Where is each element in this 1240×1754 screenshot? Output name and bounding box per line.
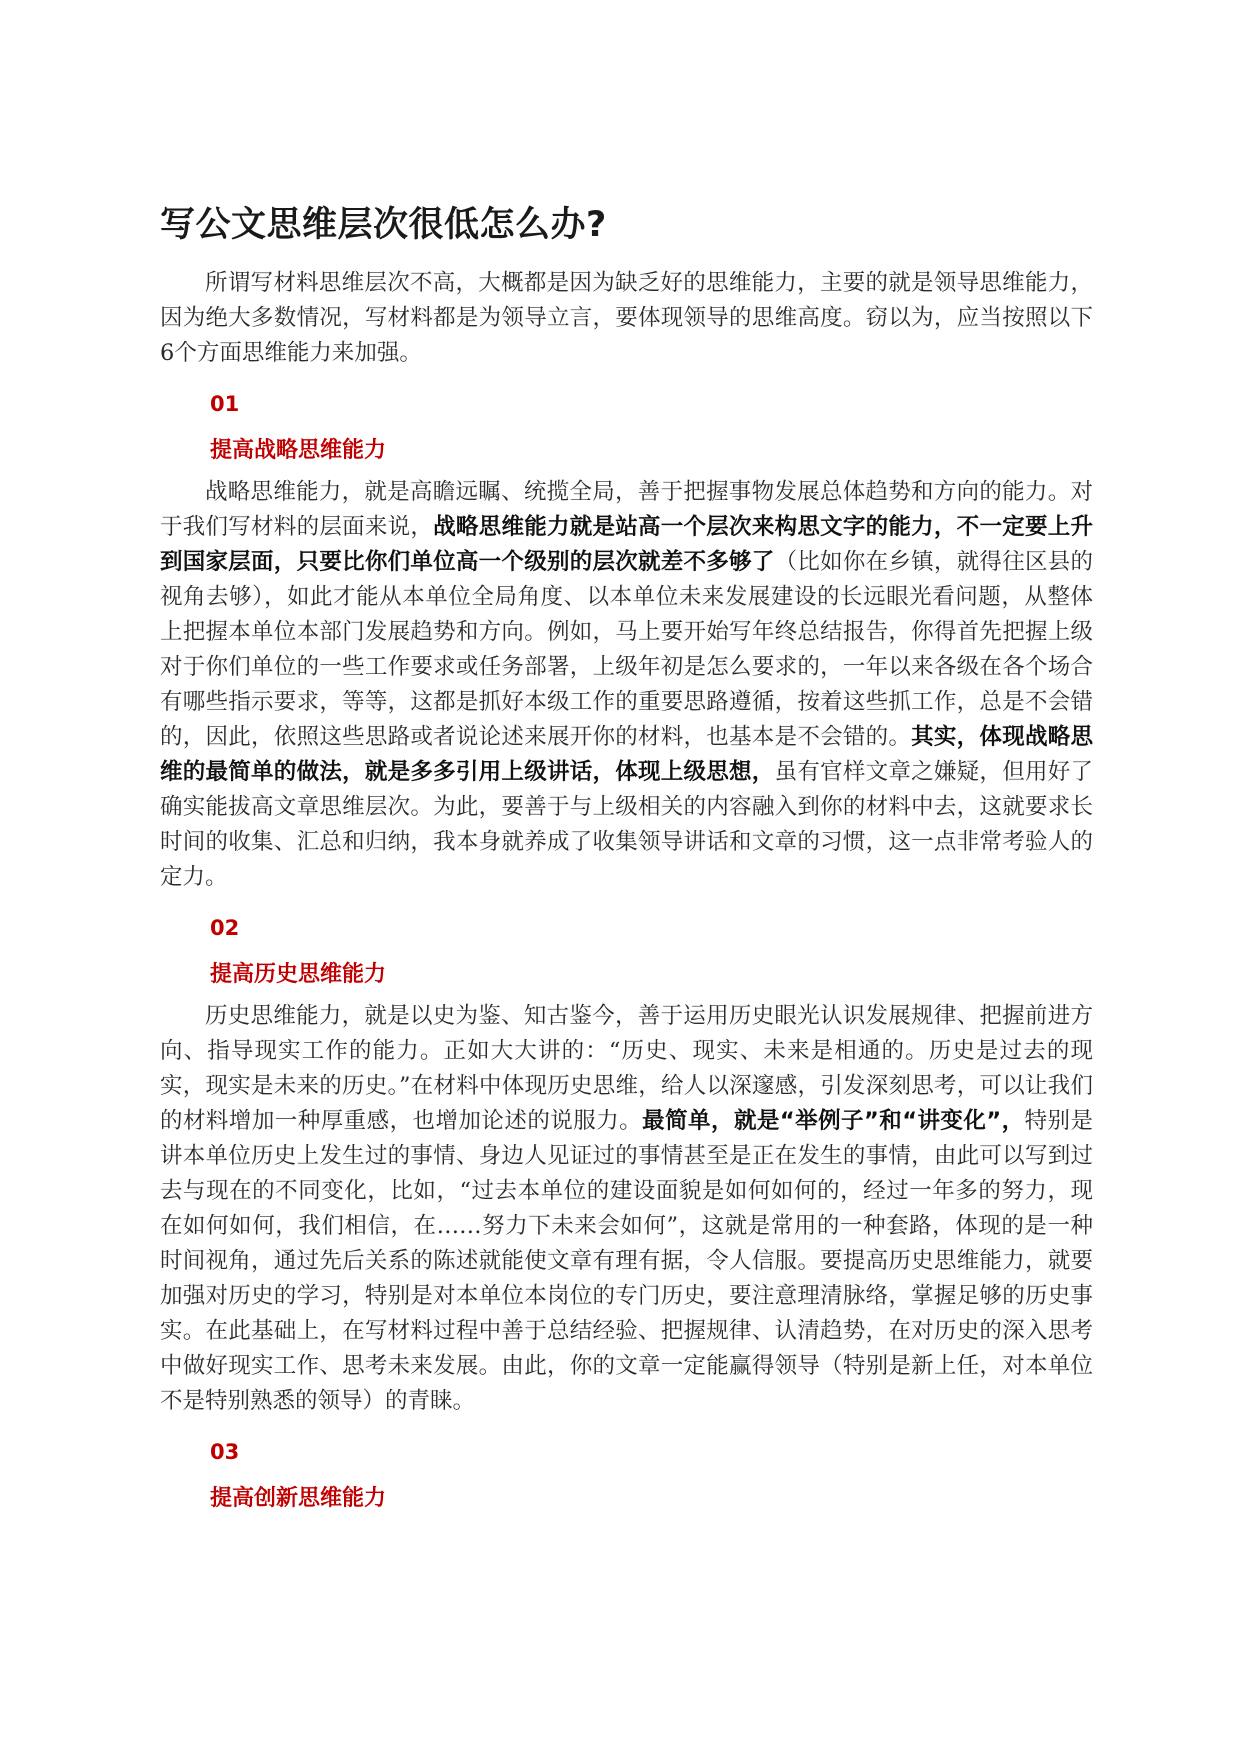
text-run: 虽有官样文章之嫌疑，但用好了确实能拔高文章思维层次。为此，要善于与上级相关的内容融入到你的材料中去，这就要求长时间的收集、汇总和归纳，我本身就养成了收集领导讲话和文章的习惯，这一点非常考验人的定力。 — [160, 759, 1093, 890]
text-run: 历史思维能力，就是以史为鉴、知古鉴今，善于运用历史眼光认识发展规律、把握前进方向、指导现实工作的能力。正如大大讲的：“历史、现实、未来是相通的。历史是过去的现实，现实是未来的历史。”在材料中体现历史思维，给人以深邃感，引发深刻思考，可以让我们的材料增加一种厚重感，也增加论述的说服力。 — [160, 1003, 1093, 1134]
section-heading-innovative-thinking: 提高创新思维能力 — [210, 1486, 387, 1511]
document-page — [160, 200, 1093, 1523]
text-run: 战略思维能力，就是高瞻远瞩、统揽全局，善于把握事物发展总体趋势和方向的能力。对于我们写材料的层面来说， — [160, 479, 1093, 540]
section-02-paragraph — [160, 999, 1093, 1419]
bold-emphasis: 最简单，就是“举例子”和“讲变化”， — [642, 1108, 1025, 1134]
section-number-02: 02 — [210, 916, 240, 940]
bold-emphasis: 其实，体现战略思维的最简单的做法，就是多多引用上级讲话，体现上级思想， — [160, 724, 1093, 785]
intro-paragraph: 所谓写材料思维层次不高，大概都是因为缺乏好的思维能力，主要的就是领导思维能力，因为绝大多数情况，写材料都是为领导立言，要体现领导的思维高度。窃以为，应当按照以下6个方面思维能力来加强。 — [160, 270, 1093, 366]
section-heading-historical-thinking: 提高历史思维能力 — [210, 962, 387, 987]
section-01-paragraph — [160, 475, 1093, 895]
bold-emphasis: 战略思维能力就是站高一个层次来构思文字的能力，不一定要上升到国家层面，只要比你们单位高一个级别的层次就差不多够了 — [160, 514, 1093, 575]
section-number-03: 03 — [210, 1440, 240, 1464]
document-title: 写公文思维层次很低怎么办? — [160, 205, 607, 245]
text-run: 特别是讲本单位历史上发生过的事情、身边人见证过的事情甚至是正在发生的事情，由此可以写到过去与现在的不同变化，比如，“过去本单位的建设面貌是如何如何的，经过一年多的努力，现在如何如何，我们相信，在……努力下未来会如何”，这就是常用的一种套路，体现的是一种时间视角，通过先后关系的陈述就能使文章有理有据，令人信服。要提高历史思维能力，就要加强对历史的学习，特别是对本单位本岗位的专门历史，要注意理清脉络，掌握足够的历史事实。在此基础上，在写材料过程中善于总结经验、把握规律、认清趋势，在对历史的深入思考中做好现实工作、思考未来发展。由此，你的文章一定能赢得领导（特别是新上任，对本单位不是特别熟悉的领导）的青睐。 — [160, 1108, 1093, 1414]
text-run: （比如你在乡镇，就得往区县的视角去够），如此才能从本单位全局角度、以本单位未来发展建设的长远眼光看问题，从整体上把握本单位本部门发展趋势和方向。例如，马上要开始写年终总结报告，你得首先把握上级对于你们单位的一些工作要求或任务部署，上级年初是怎么要求的，一年以来各级在各个场合有哪些指示要求，等等，这都是抓好本级工作的重要思路遵循，按着这些抓工作，总是不会错的，因此，依照这些思路或者说论述来展开你的材料，也基本是不会错的。 — [160, 549, 1093, 750]
section-heading-strategic-thinking: 提高战略思维能力 — [210, 438, 387, 463]
section-number-01: 01 — [210, 392, 240, 416]
